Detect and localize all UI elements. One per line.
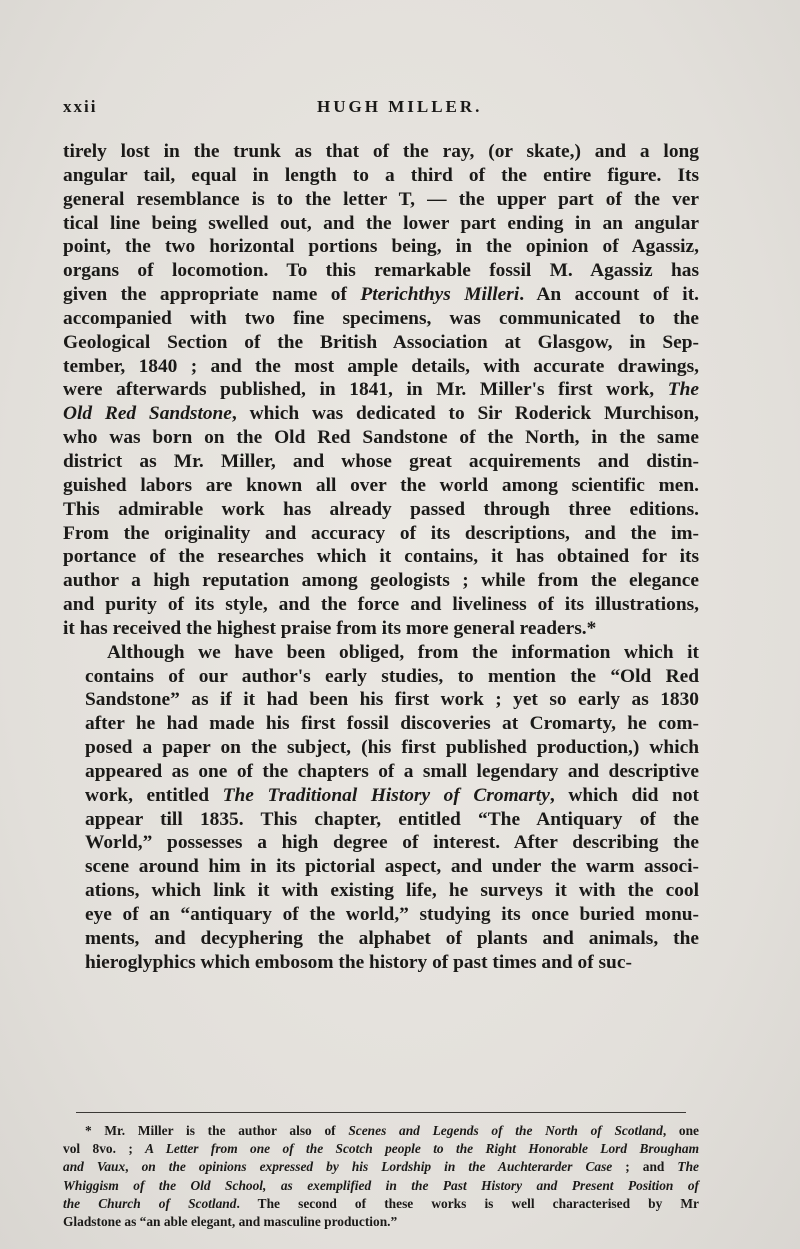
footnote-line: and Vaux, on the opinions expressed by his Lordship in the Auchterarder Case ; and The: [63, 1159, 699, 1175]
page-header: [63, 97, 703, 123]
body-line: This admirable work has already passed through three editions.: [63, 498, 699, 520]
body-line: organs of locomotion. To this remarkable fossil M. Agassiz has: [63, 260, 699, 282]
body-line: appeared as one of the chapters of a small legendary and descriptive: [85, 760, 699, 782]
body-line: point, the two horizontal portions being, in the opinion of Agassiz,: [63, 236, 699, 258]
body-line: angular tail, equal in length to a third of the entire figure. Its: [63, 164, 699, 186]
body-line: it has received the highest praise from its more general readers.*: [63, 617, 597, 639]
body-text: [63, 140, 699, 975]
body-line: scene around him in its pictorial aspect, and under the warm associ-: [85, 856, 699, 878]
paragraph: [63, 140, 699, 641]
body-line: tical line being swelled out, and the lower part ending in an angular: [63, 212, 699, 234]
footnote-line: Gladstone as “an able elegant, and masculine production.”: [63, 1214, 398, 1230]
body-line: World,” possesses a high degree of interest. After describing the: [85, 832, 699, 854]
paragraph: [63, 641, 699, 975]
footnote-line: Whiggism of the Old School, as exemplified in the Past History and Present Position of: [63, 1177, 699, 1193]
body-line: From the originality and accuracy of its descriptions, and the im-: [63, 522, 699, 544]
body-line: Although we have been obliged, from the information which it: [107, 641, 699, 663]
body-line: accompanied with two fine specimens, was communicated to the: [63, 307, 699, 329]
body-line: appear till 1835. This chapter, entitled “The Antiquary of the: [85, 808, 699, 830]
body-line: who was born on the Old Red Sandstone of the North, in the same: [63, 427, 699, 449]
body-line: were afterwards published, in 1841, in Mr. Miller's first work, The: [63, 379, 699, 401]
body-line: ments, and decyphering the alphabet of plants and animals, the: [85, 927, 699, 949]
body-line: and purity of its style, and the force and liveliness of its illustrations,: [63, 594, 699, 616]
body-line: Old Red Sandstone, which was dedicated to Sir Roderick Murchison,: [63, 403, 699, 425]
body-line: after he had made his first fossil discoveries at Cromarty, he com-: [85, 713, 699, 735]
footnote-line: vol 8vo. ; A Letter from one of the Scotch people to the Right Honorable Lord Brougham: [63, 1141, 699, 1157]
footnote-line: * Mr. Miller is the author also of Scenes and Legends of the North of Scotland, one: [85, 1123, 699, 1138]
body-line: contains of our author's early studies, to mention the “Old Red: [85, 665, 699, 687]
body-line: Sandstone” as if it had been his first work ; yet so early as 1830: [85, 689, 699, 711]
body-line: Geological Section of the British Association at Glasgow, in Sep-: [63, 331, 699, 353]
footnote-rule: [76, 1112, 686, 1113]
running-head: HUGH MILLER.: [317, 97, 483, 116]
body-line: tirely lost in the trunk as that of the ray, (or skate,) and a long: [63, 141, 699, 162]
body-line: guished labors are known all over the world among scientific men.: [63, 474, 699, 496]
footnote: [63, 1122, 699, 1231]
body-line: hieroglyphics which embosom the history of past times and of suc-: [85, 951, 632, 973]
page-number: xxii: [63, 97, 98, 116]
body-line: ations, which link it with existing life, he surveys it with the cool: [85, 880, 699, 902]
footnote-line: the Church of Scotland. The second of these works is well characterised by Mr: [63, 1195, 699, 1211]
body-line: work, entitled The Traditional History of Cromarty, which did not: [85, 784, 699, 806]
body-line: district as Mr. Miller, and whose great acquirements and distin-: [63, 450, 699, 472]
body-line: general resemblance is to the letter T, — the upper part of the ver: [63, 188, 699, 210]
body-line: eye of an “antiquary of the world,” studying its once buried monu-: [85, 904, 699, 925]
body-line: posed a paper on the subject, (his first published production,) which: [85, 737, 699, 759]
body-line: portance of the researches which it contains, it has obtained for its: [63, 546, 699, 568]
body-line: tember, 1840 ; and the most ample details, with accurate drawings,: [63, 355, 699, 377]
body-line: author a high reputation among geologists ; while from the elegance: [63, 570, 699, 592]
body-line: given the appropriate name of Pterichthys Milleri. An account of it.: [63, 284, 699, 306]
